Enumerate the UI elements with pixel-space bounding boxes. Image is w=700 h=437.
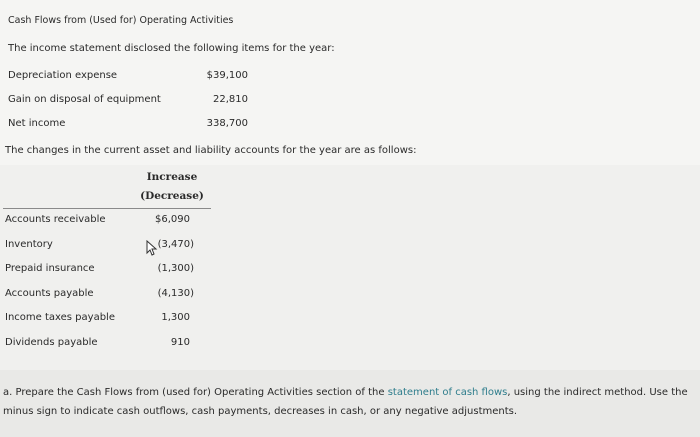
change-row-value: (3,470) bbox=[157, 239, 194, 250]
change-row-label: Prepaid insurance bbox=[5, 263, 95, 274]
income-item-label: Net income bbox=[8, 118, 66, 129]
column-header-decrease: (Decrease) bbox=[140, 190, 204, 202]
mouse-pointer-icon bbox=[146, 240, 158, 256]
change-row-label: Inventory bbox=[5, 239, 53, 250]
income-item-value: 22,810 bbox=[213, 94, 248, 105]
change-row-label: Accounts receivable bbox=[5, 214, 106, 225]
income-item-value: 338,700 bbox=[206, 118, 248, 129]
income-intro-text: The income statement disclosed the following items for the year: bbox=[8, 43, 335, 54]
change-row-value: $6,090 bbox=[155, 214, 190, 225]
change-row-label: Dividends payable bbox=[5, 337, 98, 348]
change-row-value: 1,300 bbox=[161, 312, 190, 323]
change-row-label: Accounts payable bbox=[5, 288, 94, 299]
change-row-value: 910 bbox=[170, 337, 190, 348]
change-row-value: (1,300) bbox=[157, 263, 194, 274]
instruction-panel bbox=[0, 370, 700, 437]
statement-of-cash-flows-link[interactable]: statement of cash flows bbox=[387, 387, 508, 398]
income-item-label: Gain on disposal of equipment bbox=[8, 94, 161, 105]
instruction-line-1 bbox=[3, 387, 688, 398]
changes-intro-text: The changes in the current asset and liability accounts for the year are as follows: bbox=[5, 145, 417, 156]
change-row-label: Income taxes payable bbox=[5, 312, 115, 323]
section-heading: Cash Flows from (Used for) Operating Activities bbox=[8, 15, 234, 26]
column-header-increase: Increase bbox=[146, 171, 198, 183]
changes-panel bbox=[0, 165, 700, 370]
instruction-prefix: a. Prepare the Cash Flows from (used for) Operating Activities section of the bbox=[3, 387, 388, 398]
instruction-line-2: minus sign to indicate cash outflows, cash payments, decreases in cash, or any negative adjustments. bbox=[3, 406, 518, 417]
income-item-value: $39,100 bbox=[206, 70, 248, 81]
income-item-label: Depreciation expense bbox=[8, 70, 118, 81]
instruction-middle: , using the indirect method. Use the bbox=[507, 387, 688, 398]
change-row-value: (4,130) bbox=[157, 288, 194, 299]
header-divider bbox=[3, 208, 211, 209]
